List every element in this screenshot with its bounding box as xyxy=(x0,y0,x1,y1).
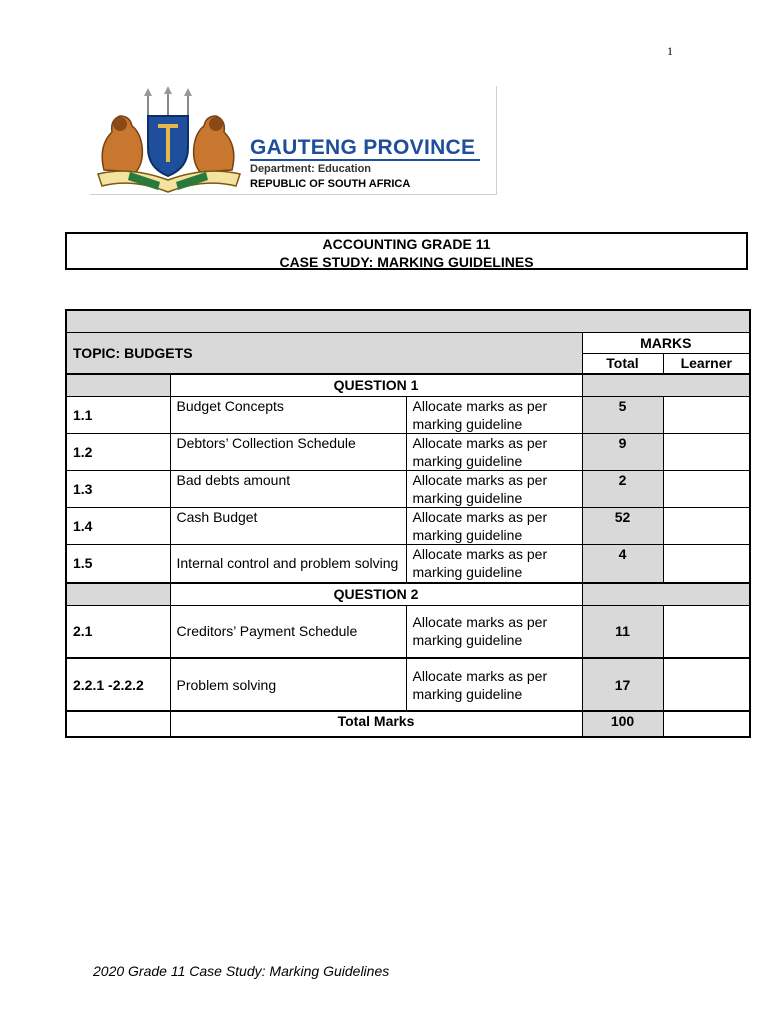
table-row xyxy=(66,507,750,544)
total-marks-label: Total Marks xyxy=(170,711,582,737)
note-cell: Allocate marks as per marking guideline xyxy=(406,605,582,658)
question-number-cell: 1.5 xyxy=(66,544,170,583)
page-footer: 2020 Grade 11 Case Study: Marking Guidelines xyxy=(93,963,390,979)
description-cell: Problem solving xyxy=(170,658,406,711)
description-cell: Bad debts amount xyxy=(170,470,406,507)
table-row xyxy=(66,433,750,470)
question-header-row xyxy=(66,374,750,396)
table-row xyxy=(66,544,750,583)
total-mark-cell: 52 xyxy=(582,507,663,544)
marks-table xyxy=(65,309,751,738)
note-cell: Allocate marks as per marking guideline xyxy=(406,544,582,583)
learner-mark-cell xyxy=(663,507,750,544)
question-number-cell: 1.3 xyxy=(66,470,170,507)
question-header-row xyxy=(66,583,750,605)
learner-mark-cell xyxy=(663,470,750,507)
question-number-cell: 2.2.1 -2.2.2 xyxy=(66,658,170,711)
total-row-blank xyxy=(66,711,170,737)
header-row xyxy=(66,332,750,353)
total-row xyxy=(66,711,750,737)
logo-republic: REPUBLIC OF SOUTH AFRICA xyxy=(250,178,411,190)
question-number-cell: 1.4 xyxy=(66,507,170,544)
total-mark-cell: 11 xyxy=(582,605,663,658)
description-cell: Budget Concepts xyxy=(170,396,406,433)
gauteng-logo xyxy=(90,86,497,195)
question-number-cell: 1.1 xyxy=(66,396,170,433)
total-mark-cell: 2 xyxy=(582,470,663,507)
description-cell: Debtors’ Collection Schedule xyxy=(170,433,406,470)
question-header-blank xyxy=(66,583,170,605)
topic-cell: TOPIC: BUDGETS xyxy=(66,332,582,374)
description-cell: Cash Budget xyxy=(170,507,406,544)
table-top-band xyxy=(66,310,750,332)
heading-line-2: CASE STUDY: MARKING GUIDELINES xyxy=(279,254,534,270)
note-cell: Allocate marks as per marking guideline xyxy=(406,396,582,433)
total-mark-cell: 5 xyxy=(582,396,663,433)
question-number-cell: 1.2 xyxy=(66,433,170,470)
table-row xyxy=(66,658,750,711)
total-marks-learner xyxy=(663,711,750,737)
table-row xyxy=(66,605,750,658)
table-row xyxy=(66,396,750,433)
learner-mark-cell xyxy=(663,433,750,470)
question-header-blank xyxy=(66,374,170,396)
description-cell: Internal control and problem solving xyxy=(170,544,406,583)
heading-line-1: ACCOUNTING GRADE 11 xyxy=(322,236,491,252)
learner-header: Learner xyxy=(663,353,750,374)
logo-title: GAUTENG PROVINCE xyxy=(250,136,476,159)
note-cell: Allocate marks as per marking guideline xyxy=(406,470,582,507)
note-cell: Allocate marks as per marking guideline xyxy=(406,433,582,470)
page-number: 1 xyxy=(667,44,673,58)
total-marks-value: 100 xyxy=(582,711,663,737)
learner-mark-cell xyxy=(663,658,750,711)
marks-table-body xyxy=(66,310,750,374)
note-cell: Allocate marks as per marking guideline xyxy=(406,507,582,544)
table-top-band-cell xyxy=(66,310,750,332)
marks-header: MARKS xyxy=(582,332,750,353)
total-mark-cell: 9 xyxy=(582,433,663,470)
description-cell: Creditors’ Payment Schedule xyxy=(170,605,406,658)
note-cell: Allocate marks as per marking guideline xyxy=(406,658,582,711)
question-header-marks-blank xyxy=(582,583,750,605)
sections-body xyxy=(66,374,750,711)
total-mark-cell: 4 xyxy=(582,544,663,583)
learner-mark-cell xyxy=(663,605,750,658)
question-number-cell: 2.1 xyxy=(66,605,170,658)
question-title: QUESTION 2 xyxy=(170,583,582,605)
coat-of-arms-icon xyxy=(90,86,250,194)
question-header-marks-blank xyxy=(582,374,750,396)
learner-mark-cell xyxy=(663,396,750,433)
total-mark-cell: 17 xyxy=(582,658,663,711)
logo-department: Department: Education xyxy=(250,163,372,175)
learner-mark-cell xyxy=(663,544,750,583)
total-header: Total xyxy=(582,353,663,374)
logo-rule xyxy=(250,159,480,161)
table-row xyxy=(66,470,750,507)
question-title: QUESTION 1 xyxy=(170,374,582,396)
document-heading xyxy=(65,232,748,270)
